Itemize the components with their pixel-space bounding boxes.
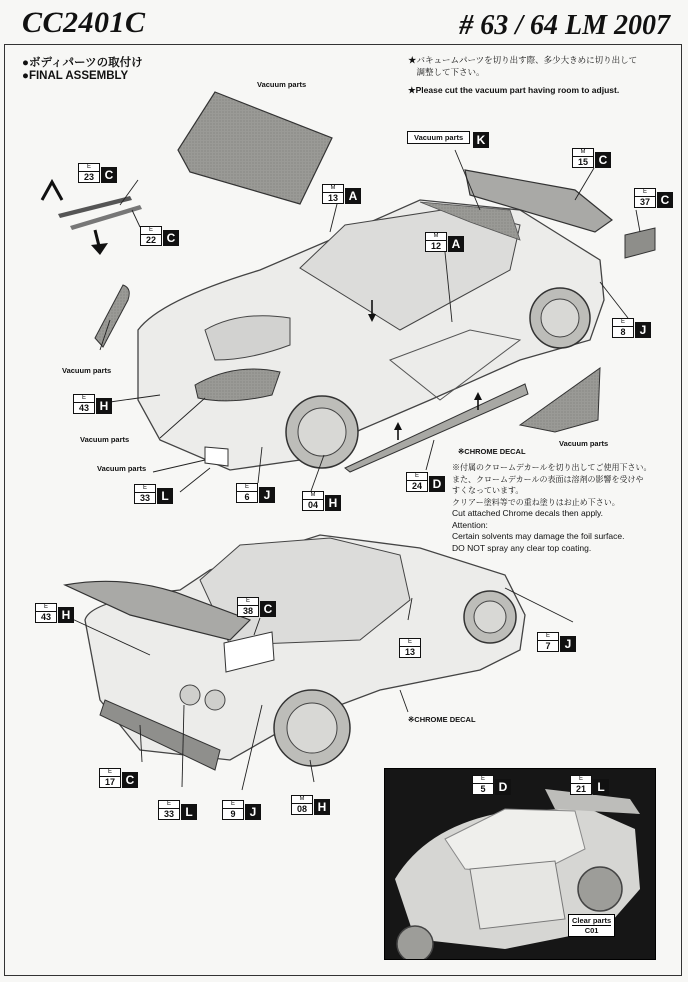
part-code-e17c: E 17 C [99,768,138,788]
chrome-note-jp-4: クリアー塗料等での重ね塗りはお止め下さい。 [452,497,620,507]
chrome-note-jp-3: すくなっています。 [452,486,524,495]
label-vacuum-headlight: Vacuum parts [80,435,130,444]
part-code-e23c: E 23 C [78,163,117,183]
part-code-e6j: E 6 J [236,483,275,503]
part-code-e9j: E 9 J [222,800,261,820]
part-code-e38c: E 38 C [237,597,276,617]
part-code-e22c: E 22 C [140,226,179,246]
part-code-m13a: M 13 A [322,184,361,204]
part-code-e43h: E 43 H [73,394,112,414]
part-code-k: K [472,132,489,148]
section-title-en: ●FINAL ASSEMBLY [22,70,129,82]
part-code-m15c: M 15 C [572,148,611,168]
part-code-m12a: M 12 A [425,232,464,252]
part-code-m04h: M 04 H [302,491,341,511]
label-vacuum-left: Vacuum parts [62,366,112,375]
part-code-e8j: E 8 J [612,318,651,338]
inset-photo [384,768,656,960]
chrome-decal-rear: ※CHROME DECAL [408,715,476,724]
part-code-e33l: E 33 L [134,484,173,504]
part-code-e7j: E 7 J [537,632,576,652]
label-vacuum-k: Vacuum parts [407,131,470,144]
chrome-decal-title: ※CHROME DECAL [458,447,526,456]
vacuum-note-en: ★Please cut the vacuum part having room to adjust. [408,85,620,95]
part-code-e43h-rear: E 43 H [35,603,74,623]
clear-parts-code: C01 [572,925,611,935]
label-vacuum-top: Vacuum parts [257,80,307,89]
vacuum-note-jp: ★バキュームパーツを切り出す際、多少大きめに切り出して 調整して下さい。 [408,55,638,77]
model-code: CC2401C [22,6,146,39]
label-vacuum-side: Vacuum parts [559,439,609,448]
part-code-e13: E 13 [399,638,421,658]
part-code-e24d: E 24 D [406,472,445,492]
section-title-jp: ●ボディパーツの取付け [22,57,143,69]
car-title: # 63 / 64 LM 2007 [459,10,670,41]
label-vacuum-front: Vacuum parts [97,464,147,473]
chrome-note-en-4: DO NOT spray any clear top coating. [452,542,592,553]
part-code-m08h: M 08 H [291,795,330,815]
part-code-e37c: E 37 C [634,188,673,208]
chrome-note-en-3: Certain solvents may damage the foil surface. [452,531,625,541]
clear-parts-text: Clear parts [572,916,612,925]
part-code-e33l-rear: E 33 L [158,800,197,820]
part-code-e5d: E 5 D [472,775,511,795]
chrome-note-en-1: Cut attached Chrome decals then apply. [452,508,604,518]
chrome-note [452,462,652,554]
chrome-note-jp-1: ※付属のクロームデカールを切り出してご使用下さい。 [452,463,652,472]
clear-parts-label [568,914,615,937]
vacuum-panel-top [178,92,332,204]
chrome-note-jp-2: また、クロームデカールの表面は溶剤の影響を受けや [452,474,644,484]
chrome-note-en-2: Attention: [452,519,488,530]
part-code-e21l: E 21 L [570,775,609,795]
